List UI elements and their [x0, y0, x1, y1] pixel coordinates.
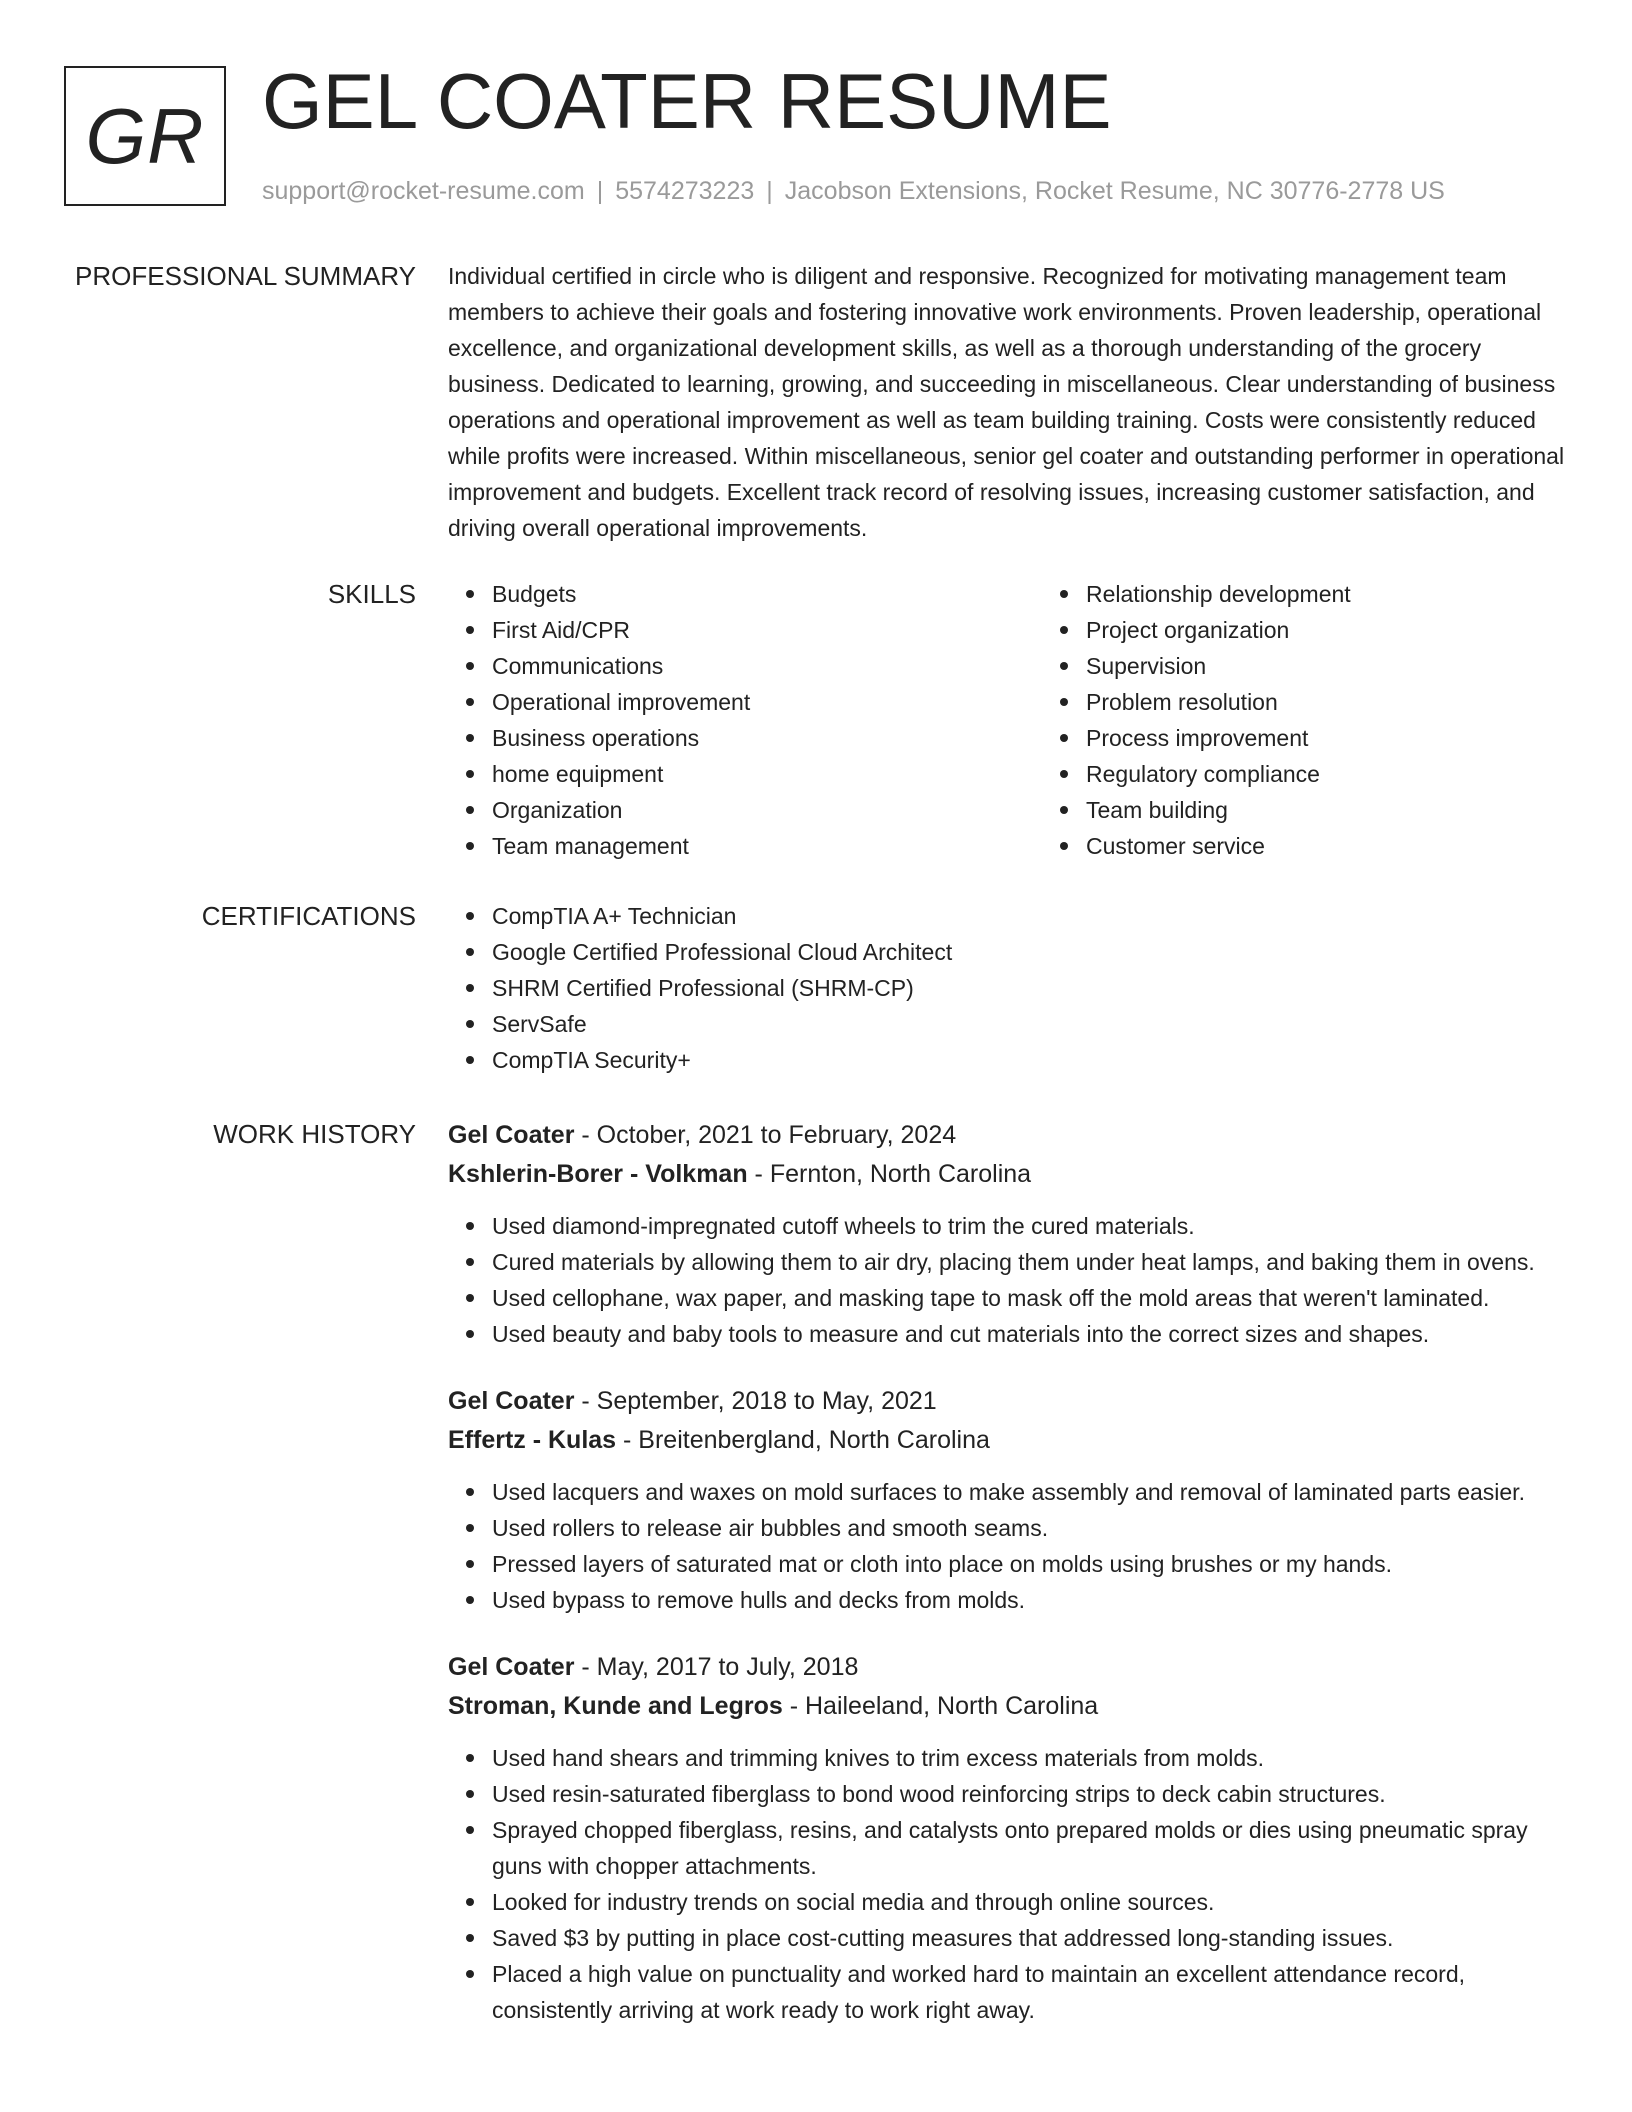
job-dates: - October, 2021 to February, 2024 [574, 1121, 957, 1149]
skill-item: Relationship development [1086, 576, 1632, 612]
job-role: Gel Coater [448, 1387, 575, 1415]
skill-item: Supervision [1086, 648, 1632, 684]
section-title-skills: SKILLS [327, 579, 416, 609]
job-dates: - September, 2018 to May, 2021 [574, 1387, 937, 1415]
skill-item: Team management [492, 828, 1042, 864]
job-duties-list [448, 1740, 1568, 2028]
job-duty: Saved $3 by putting in place cost-cutting measures that addressed long-standing issues. [492, 1920, 1568, 1956]
job-role: Gel Coater [448, 1653, 575, 1681]
skill-item: First Aid/CPR [492, 612, 1042, 648]
job-role-line [448, 1648, 1568, 1687]
job-duty: Looked for industry trends on social media and through online sources. [492, 1884, 1568, 1920]
skill-item: Communications [492, 648, 1042, 684]
job-duties-list [448, 1474, 1568, 1618]
resume-title: GEL COATER RESUME [262, 57, 1112, 145]
skill-item: Budgets [492, 576, 1042, 612]
skill-item: Business operations [492, 720, 1042, 756]
contact-separator: | [596, 177, 604, 205]
job-location: - Fernton, North Carolina [747, 1160, 1032, 1188]
job-entry [448, 1382, 1568, 1618]
section-title-certifications: CERTIFICATIONS [201, 901, 416, 931]
certifications-list [448, 898, 1568, 1078]
skills-list-right [1042, 576, 1632, 864]
job-entry [448, 1116, 1568, 1352]
job-duty: Used rollers to release air bubbles and smooth seams. [492, 1510, 1568, 1546]
skill-item: home equipment [492, 756, 1042, 792]
summary-text: Individual certified in circle who is diligent and responsive. Recognized for motivating management team members to achieve their goals and fostering innovative work environments. Proven leadership, operational excellence, and organizational development skills, as well as a thorough understanding of the grocery business. Dedicated to learning, growing, and succeeding in miscellaneous. Clear understanding of business operations and operational improvement as well as team building training. Costs were consistently reduced while profits were increased. Within miscellaneous, senior gel coater and outstanding performer in operational improvement and budgets. Excellent track record of resolving issues, increasing customer satisfaction, and driving overall operational improvements. [448, 263, 1565, 541]
job-duties-list [448, 1208, 1568, 1352]
certification-item: Google Certified Professional Cloud Architect [492, 934, 1568, 970]
job-duty: Cured materials by allowing them to air dry, placing them under heat lamps, and baking them in ovens. [492, 1244, 1568, 1280]
job-role-line [448, 1116, 1568, 1155]
job-company: Effertz - Kulas [448, 1426, 617, 1454]
job-company: Kshlerin-Borer - Volkman [448, 1160, 748, 1188]
contact-address: Jacobson Extensions, Rocket Resume, NC 30776-2778 US [784, 177, 1445, 205]
job-duty: Sprayed chopped fiberglass, resins, and catalysts onto prepared molds or dies using pneumatic spray guns with chopper attachments. [492, 1812, 1568, 1884]
job-duty: Used diamond-impregnated cutoff wheels to trim the cured materials. [492, 1208, 1568, 1244]
certification-item: CompTIA Security+ [492, 1042, 1568, 1078]
job-duty: Used resin-saturated fiberglass to bond wood reinforcing strips to deck cabin structures. [492, 1776, 1568, 1812]
job-duty: Used bypass to remove hulls and decks from molds. [492, 1582, 1568, 1618]
job-role: Gel Coater [448, 1121, 575, 1149]
job-role-line [448, 1382, 1568, 1421]
job-company: Stroman, Kunde and Legros [448, 1692, 783, 1720]
job-duty: Used cellophane, wax paper, and masking tape to mask off the mold areas that weren't laminated. [492, 1280, 1568, 1316]
certification-item: CompTIA A+ Technician [492, 898, 1568, 934]
job-company-line [448, 1687, 1568, 1726]
job-location: - Haileeland, North Carolina [782, 1692, 1099, 1720]
contact-line [262, 174, 1445, 208]
skills-list-left [448, 576, 1042, 864]
job-duty: Pressed layers of saturated mat or cloth into place on molds using brushes or my hands. [492, 1546, 1568, 1582]
job-location: - Breitenbergland, North Carolina [616, 1426, 990, 1454]
job-company-line [448, 1155, 1568, 1194]
skill-item: Regulatory compliance [1086, 756, 1632, 792]
job-duty: Used hand shears and trimming knives to trim excess materials from molds. [492, 1740, 1568, 1776]
skill-item: Organization [492, 792, 1042, 828]
skill-item: Operational improvement [492, 684, 1042, 720]
certification-item: ServSafe [492, 1006, 1568, 1042]
monogram-badge: GR [64, 66, 226, 206]
certification-item: SHRM Certified Professional (SHRM-CP) [492, 970, 1568, 1006]
job-entry [448, 1648, 1568, 2028]
skill-item: Process improvement [1086, 720, 1632, 756]
job-company-line [448, 1421, 1568, 1460]
job-duty: Used lacquers and waxes on mold surfaces to make assembly and removal of laminated parts easier. [492, 1474, 1568, 1510]
skill-item: Problem resolution [1086, 684, 1632, 720]
job-duty: Used beauty and baby tools to measure and cut materials into the correct sizes and shapes. [492, 1316, 1568, 1352]
contact-separator: | [766, 177, 773, 205]
skill-item: Team building [1086, 792, 1632, 828]
skill-item: Project organization [1086, 612, 1632, 648]
section-title-work-history: WORK HISTORY [213, 1119, 416, 1149]
job-duty: Placed a high value on punctuality and worked hard to maintain an excellent attendance record, consistently arriving at work ready to work right away. [492, 1956, 1568, 2028]
contact-phone: 5574273223 [615, 177, 755, 205]
contact-email: support@rocket-resume.com [262, 177, 585, 205]
skill-item: Customer service [1086, 828, 1632, 864]
section-title-summary: PROFESSIONAL SUMMARY [75, 261, 416, 291]
job-dates: - May, 2017 to July, 2018 [574, 1653, 859, 1681]
